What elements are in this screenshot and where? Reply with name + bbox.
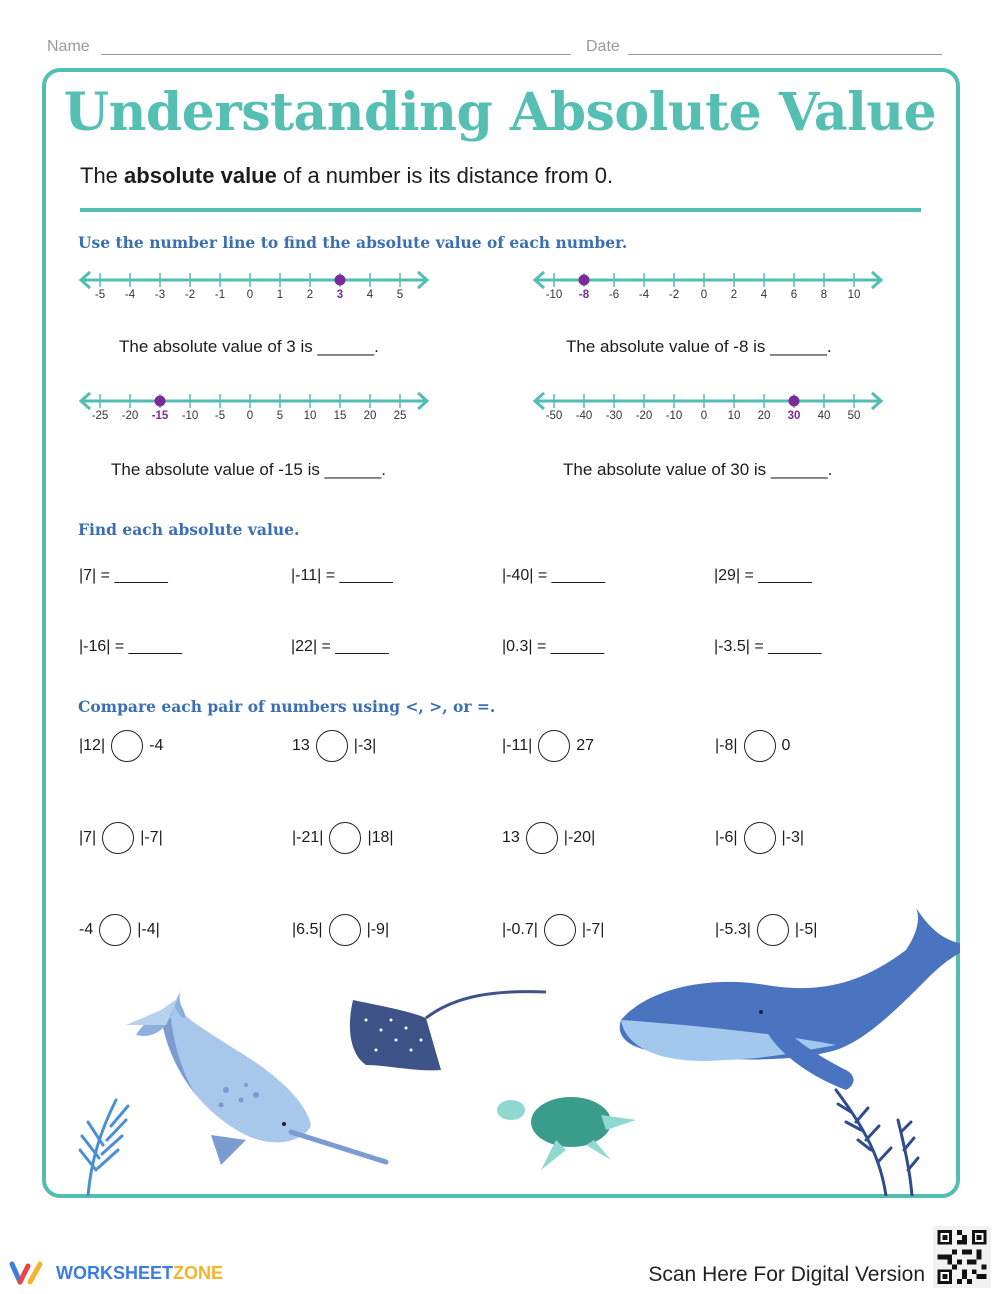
tick-label: -5	[214, 410, 226, 422]
section-find-absolute-heading: Find each absolute value.	[78, 520, 300, 539]
compare-right: |-7|	[140, 829, 163, 846]
compare-left: |12|	[79, 737, 106, 754]
number-line-graphic	[78, 270, 430, 290]
compare-problem	[715, 729, 790, 763]
number-line-graphic	[532, 270, 884, 290]
tick-label: -3	[154, 289, 166, 301]
qr-code-icon[interactable]	[933, 1226, 991, 1288]
whale-icon	[620, 908, 960, 1090]
brand-name	[56, 1263, 223, 1284]
compare-right: |-3|	[353, 737, 377, 754]
stingray-icon	[350, 992, 546, 1071]
tick-label: 0	[246, 289, 254, 301]
tick-label: -50	[545, 410, 563, 422]
tick-label: 50	[847, 410, 861, 422]
tick-label: -6	[608, 289, 620, 301]
compare-right: 0	[781, 737, 791, 754]
compare-right: -4	[149, 737, 164, 754]
tick-label: -30	[605, 410, 623, 422]
tick-label: -25	[91, 410, 109, 422]
tick-label: -2	[184, 289, 196, 301]
compare-left: |-0.7|	[502, 921, 538, 938]
number-line-4	[532, 391, 884, 431]
worksheetzone-logo[interactable]	[8, 1260, 223, 1286]
definition-prefix: The	[80, 163, 125, 188]
compare-left: |-11|	[502, 737, 533, 754]
compare-left: |-5.3|	[715, 921, 751, 938]
compare-problem	[292, 821, 394, 855]
tick-label: -5	[94, 289, 106, 301]
tick-label: -40	[575, 410, 593, 422]
compare-left: -4	[79, 921, 94, 938]
tick-label: 10	[303, 410, 317, 422]
sea-life-illustration	[46, 900, 960, 1196]
abs-problem[interactable]: |-16| = ______	[79, 638, 183, 655]
compare-right: |-5|	[794, 921, 818, 938]
tick-label: 4	[366, 289, 374, 301]
compare-right: |-7|	[581, 921, 605, 938]
tick-label: -10	[545, 289, 563, 301]
answer-circle[interactable]	[102, 822, 134, 854]
tick-label: -4	[638, 289, 650, 301]
tick-label: 40	[817, 410, 831, 422]
tick-label: 8	[820, 289, 828, 301]
compare-left: |-6|	[715, 829, 738, 846]
number-line-2	[532, 270, 884, 310]
compare-left: 13	[292, 737, 310, 754]
tick-label: -1	[214, 289, 226, 301]
answer-circle[interactable]	[329, 822, 361, 854]
number-line-question-4: The absolute value of 30 is ______.	[563, 460, 833, 479]
compare-left: |-21|	[292, 829, 324, 846]
name-date-row	[47, 36, 942, 60]
compare-right: |-9|	[366, 921, 390, 938]
tick-label: 20	[757, 410, 771, 422]
date-label: Date	[586, 38, 620, 55]
scan-instruction: Scan Here For Digital Version	[648, 1263, 925, 1286]
number-line-graphic	[532, 391, 884, 411]
abs-problem[interactable]: |0.3| = ______	[502, 638, 605, 655]
tick-label: 4	[760, 289, 768, 301]
tick-label: 0	[700, 289, 708, 301]
compare-right: 27	[576, 737, 595, 754]
logo-mark-icon	[8, 1260, 48, 1286]
date-field[interactable]	[628, 54, 942, 55]
name-field[interactable]	[101, 54, 571, 55]
definition-text	[80, 163, 613, 189]
tick-label: -10	[665, 410, 683, 422]
number-line-3	[78, 391, 430, 431]
highlighted-tick-label: -15	[151, 410, 169, 422]
answer-circle[interactable]	[744, 730, 776, 762]
number-line-1	[78, 270, 430, 310]
brand-part-zone: ZONE	[173, 1262, 224, 1283]
seaweed-icon	[836, 1090, 918, 1196]
tick-label: 10	[727, 410, 741, 422]
tick-label: 15	[333, 410, 347, 422]
tick-label: -2	[668, 289, 680, 301]
section-compare-heading: Compare each pair of numbers using <, >, or =.	[78, 697, 496, 716]
abs-problem[interactable]: |22| = ______	[291, 638, 389, 655]
compare-problem	[79, 821, 163, 855]
tick-label: 25	[393, 410, 407, 422]
abs-problem[interactable]: |-3.5| = ______	[714, 638, 822, 655]
compare-left: 13	[502, 829, 520, 846]
tick-label: -20	[121, 410, 139, 422]
highlighted-tick-label: 30	[787, 410, 801, 422]
seaweed-icon	[80, 1100, 128, 1196]
answer-circle[interactable]	[744, 822, 776, 854]
definition-term: absolute value	[124, 163, 277, 188]
compare-problem	[502, 821, 595, 855]
tick-label: 5	[276, 410, 284, 422]
tick-label: 20	[363, 410, 377, 422]
abs-problem[interactable]: |-11| = ______	[291, 567, 393, 584]
answer-circle[interactable]	[111, 730, 143, 762]
answer-circle[interactable]	[538, 730, 570, 762]
abs-problem[interactable]: |29| = ______	[714, 567, 812, 584]
tick-label: 2	[306, 289, 314, 301]
compare-left: |7|	[79, 829, 97, 846]
section-number-line-heading: Use the number line to find the absolute value of each number.	[78, 233, 628, 252]
tick-label: -20	[635, 410, 653, 422]
compare-left: |6.5|	[292, 921, 323, 938]
number-line-question-3: The absolute value of -15 is ______.	[111, 460, 387, 479]
tick-label: -10	[181, 410, 199, 422]
compare-right: |18|	[367, 829, 394, 846]
tick-label: 6	[790, 289, 798, 301]
tick-label: 0	[700, 410, 708, 422]
number-line-question-2: The absolute value of -8 is ______.	[566, 337, 832, 356]
compare-right: |-3|	[781, 829, 805, 846]
answer-circle[interactable]	[316, 730, 348, 762]
number-line-graphic	[78, 391, 430, 411]
tick-label: 1	[276, 289, 284, 301]
highlighted-tick-label: 3	[336, 289, 344, 301]
compare-right: |-4|	[137, 921, 160, 938]
compare-right: |-20|	[563, 829, 596, 846]
name-label: Name	[47, 38, 90, 55]
abs-problem[interactable]: |7| = ______	[79, 567, 168, 584]
tick-label: 0	[246, 410, 254, 422]
compare-problem	[79, 729, 163, 763]
tick-label: 5	[396, 289, 404, 301]
brand-part-worksheet: WORKSHEET	[56, 1262, 173, 1283]
tick-label: 10	[847, 289, 861, 301]
compare-problem	[715, 821, 804, 855]
page-title: Understanding Absolute Value	[63, 82, 937, 143]
tick-label: 2	[730, 289, 738, 301]
highlighted-tick-label: -8	[578, 289, 590, 301]
title-divider	[80, 208, 921, 212]
tick-label: -4	[124, 289, 136, 301]
number-line-question-1: The absolute value of 3 is ______.	[119, 337, 379, 356]
definition-suffix: of a number is its distance from 0.	[276, 163, 614, 188]
sea-turtle-icon	[497, 1097, 636, 1170]
compare-left: |-8|	[715, 737, 738, 754]
answer-circle[interactable]	[526, 822, 558, 854]
abs-problem[interactable]: |-40| = ______	[502, 567, 606, 584]
compare-problem	[502, 729, 594, 763]
compare-problem	[292, 729, 376, 763]
narwhal-icon	[126, 989, 386, 1165]
